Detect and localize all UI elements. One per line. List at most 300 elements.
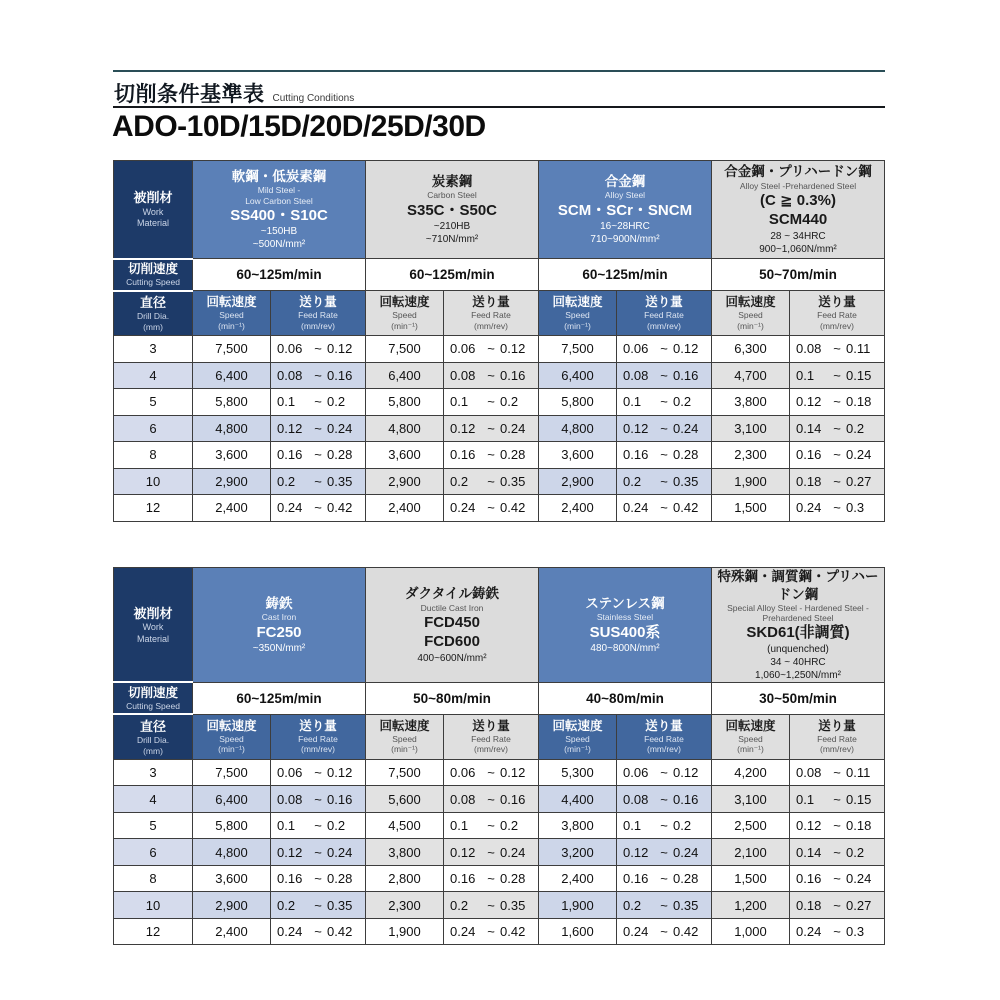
feed-max: 0.11 <box>846 765 871 781</box>
speed-value-cell: 2,400 <box>366 495 444 522</box>
feed-max: 0.2 <box>846 844 865 860</box>
feed-min: 0.08 <box>796 765 822 781</box>
material-title: 特殊鋼・調質鋼・プリハードン鋼 <box>717 569 879 602</box>
material-subtitle-line: Mild Steel - <box>257 185 301 196</box>
diameter-cell: 4 <box>114 362 193 389</box>
feed-min: 0.12 <box>450 420 476 436</box>
tilde-separator: ~ <box>487 341 495 357</box>
tilde-separator: ~ <box>487 818 495 834</box>
feed-max: 0.16 <box>673 791 699 807</box>
feed-range-cell <box>444 918 539 945</box>
speed-value-cell: 7,500 <box>366 336 444 363</box>
feed-max: 0.2 <box>673 818 692 834</box>
feed-max: 0.24 <box>673 844 699 860</box>
feed-header-unit: (mm/rev) <box>474 320 508 331</box>
product-title: ADO-10D/15D/20D/25D/30D <box>112 110 486 143</box>
feed-range <box>277 447 359 462</box>
speed-header-jp: 回転速度 <box>379 719 430 734</box>
feed-range-cell <box>271 786 366 813</box>
feed-min: 0.1 <box>450 394 469 410</box>
feed-min: 0.12 <box>623 844 649 860</box>
speed-value-cell: 6,400 <box>366 362 444 389</box>
cutting-speed-label-en: Cutting Speed <box>126 277 180 288</box>
speed-header-unit: (min⁻¹) <box>391 320 418 331</box>
speed-header-jp: 回転速度 <box>206 719 257 734</box>
speed-value-cell: 5,800 <box>366 389 444 416</box>
feed-min: 0.24 <box>796 924 822 940</box>
cutting-speed-value-cell: 60~125m/min <box>366 259 539 291</box>
feed-range-cell <box>617 865 712 892</box>
work-material-label-en: Work <box>142 206 164 217</box>
tilde-separator: ~ <box>660 473 668 489</box>
table-row <box>114 336 885 363</box>
speed-value-cell: 6,400 <box>193 786 271 813</box>
feed-min: 0.16 <box>450 447 476 463</box>
feed-min: 0.16 <box>277 871 303 887</box>
feed-header-unit: (mm/rev) <box>820 744 854 755</box>
cutting-speed-label-cell <box>114 259 193 291</box>
material-spec: 900~1,060N/mm² <box>759 243 837 255</box>
feed-range-cell <box>790 389 885 416</box>
feed-min: 0.1 <box>796 791 815 807</box>
tilde-separator: ~ <box>660 897 668 913</box>
material-subtitle-line: Ductile Cast Iron <box>420 602 484 613</box>
work-material-label-en: Work <box>142 622 164 633</box>
diameter-cell: 10 <box>114 892 193 919</box>
feed-range-cell <box>444 336 539 363</box>
tilde-separator: ~ <box>660 871 668 887</box>
table-row <box>114 892 885 919</box>
feed-header-unit: (mm/rev) <box>647 320 681 331</box>
feed-range-cell <box>790 362 885 389</box>
feed-range-cell <box>790 415 885 442</box>
feed-range <box>796 818 878 833</box>
feed-range-cell <box>790 442 885 469</box>
material-subtitle <box>366 190 538 200</box>
feed-range-cell <box>790 495 885 522</box>
feed-header-en: Feed Rate <box>471 734 511 745</box>
speed-value-cell: 1,900 <box>366 918 444 945</box>
table-row <box>114 442 885 469</box>
feed-range-cell <box>790 468 885 495</box>
feed-range <box>796 792 878 807</box>
material-spec: ~710N/mm² <box>425 234 479 246</box>
tilde-separator: ~ <box>314 818 322 834</box>
diameter-unit: (mm) <box>143 745 163 756</box>
feed-range-cell <box>617 759 712 786</box>
feed-min: 0.08 <box>796 341 822 357</box>
feed-range <box>796 765 878 780</box>
feed-range-cell <box>444 786 539 813</box>
tilde-separator: ~ <box>833 924 841 940</box>
speed-column-header <box>366 291 444 336</box>
feed-max: 0.16 <box>500 367 526 383</box>
tilde-separator: ~ <box>833 367 841 383</box>
tilde-separator: ~ <box>487 447 495 463</box>
cutting-speed-row <box>114 259 885 291</box>
feed-header-jp: 送り量 <box>472 719 510 734</box>
feed-max: 0.16 <box>327 367 353 383</box>
tilde-separator: ~ <box>314 420 322 436</box>
speed-header-jp: 回転速度 <box>725 295 776 310</box>
feed-range-cell <box>617 839 712 866</box>
tilde-separator: ~ <box>833 341 841 357</box>
feed-range-cell <box>271 892 366 919</box>
feed-max: 0.2 <box>500 394 519 410</box>
material-spec: 480~800N/mm² <box>590 643 660 655</box>
speed-value-cell: 4,400 <box>539 786 617 813</box>
table-row <box>114 918 885 945</box>
cutting-speed-value-cell: 60~125m/min <box>193 682 366 714</box>
diameter-cell: 6 <box>114 839 193 866</box>
speed-value-cell: 3,800 <box>366 839 444 866</box>
speed-value-cell: 2,900 <box>193 892 271 919</box>
speed-header-en: Speed <box>565 310 590 321</box>
table-row <box>114 812 885 839</box>
feed-range <box>277 924 359 939</box>
speed-header-jp: 回転速度 <box>725 719 776 734</box>
feed-min: 0.24 <box>277 500 303 516</box>
tilde-separator: ~ <box>660 341 668 357</box>
speed-value-cell: 5,600 <box>366 786 444 813</box>
feed-range <box>796 447 878 462</box>
feed-max: 0.3 <box>846 924 865 940</box>
feed-max: 0.28 <box>673 447 699 463</box>
feed-max: 0.18 <box>846 818 872 834</box>
feed-range <box>623 474 705 489</box>
tilde-separator: ~ <box>314 924 322 940</box>
feed-header-jp: 送り量 <box>818 295 856 310</box>
feed-range <box>796 500 878 515</box>
material-header-cell <box>193 161 366 259</box>
feed-min: 0.1 <box>623 818 642 834</box>
feed-min: 0.24 <box>277 924 303 940</box>
feed-column-header <box>271 291 366 336</box>
feed-range-cell <box>617 442 712 469</box>
feed-header-jp: 送り量 <box>299 719 337 734</box>
tilde-separator: ~ <box>487 897 495 913</box>
feed-column-header <box>617 714 712 759</box>
speed-value-cell: 3,100 <box>712 786 790 813</box>
feed-header-jp: 送り量 <box>645 719 683 734</box>
material-spec: ~210HB <box>433 221 471 233</box>
feed-max: 0.28 <box>327 447 353 463</box>
feed-range-cell <box>271 415 366 442</box>
feed-min: 0.12 <box>450 844 476 860</box>
feed-min: 0.16 <box>796 447 822 463</box>
material-spec: 28 ~ 34HRC <box>770 230 826 242</box>
speed-value-cell: 5,300 <box>539 759 617 786</box>
feed-max: 0.28 <box>500 447 526 463</box>
feed-min: 0.14 <box>796 844 822 860</box>
feed-header-unit: (mm/rev) <box>647 744 681 755</box>
feed-max: 0.2 <box>673 394 692 410</box>
cutting-speed-label-jp: 切削速度 <box>127 686 178 701</box>
feed-range <box>623 924 705 939</box>
feed-min: 0.06 <box>277 765 303 781</box>
feed-range-cell <box>444 468 539 495</box>
feed-max: 0.42 <box>327 500 353 516</box>
feed-max: 0.3 <box>846 500 865 516</box>
feed-min: 0.12 <box>796 818 822 834</box>
feed-min: 0.18 <box>796 897 822 913</box>
tilde-separator: ~ <box>314 394 322 410</box>
feed-max: 0.24 <box>673 420 699 436</box>
material-subtitle <box>539 190 711 200</box>
feed-range-cell <box>617 495 712 522</box>
feed-max: 0.35 <box>327 473 353 489</box>
speed-value-cell: 1,900 <box>712 468 790 495</box>
feed-range-cell <box>271 839 366 866</box>
material-subtitle-line: Cast Iron <box>261 612 297 623</box>
feed-min: 0.08 <box>277 791 303 807</box>
feed-range-cell <box>790 812 885 839</box>
material-title: 鋳鉄 <box>265 595 293 611</box>
speed-header-jp: 回転速度 <box>379 295 430 310</box>
feed-min: 0.2 <box>450 897 469 913</box>
feed-range <box>277 898 359 913</box>
feed-min: 0.08 <box>450 791 476 807</box>
feed-max: 0.24 <box>500 420 526 436</box>
feed-header-jp: 送り量 <box>299 295 337 310</box>
feed-min: 0.24 <box>623 924 649 940</box>
material-header-cell <box>366 568 539 683</box>
feed-range <box>450 818 532 833</box>
feed-max: 0.35 <box>500 897 526 913</box>
feed-range <box>277 792 359 807</box>
tilde-separator: ~ <box>833 765 841 781</box>
feed-max: 0.42 <box>500 924 526 940</box>
feed-min: 0.2 <box>450 473 469 489</box>
material-grade: SKD61(非調質) <box>746 624 850 642</box>
feed-range-cell <box>790 759 885 786</box>
diameter-cell: 10 <box>114 468 193 495</box>
material-subtitle-line: Prehardened Steel <box>762 613 834 624</box>
diameter-label-en: Drill Dia. <box>136 311 170 322</box>
speed-value-cell: 3,600 <box>193 442 271 469</box>
feed-max: 0.15 <box>846 791 872 807</box>
feed-range <box>796 341 878 356</box>
top-accent-line <box>113 70 885 72</box>
speed-header-en: Speed <box>738 310 763 321</box>
feed-max: 0.16 <box>327 791 353 807</box>
tilde-separator: ~ <box>833 897 841 913</box>
material-grade: FC250 <box>256 623 302 641</box>
feed-min: 0.16 <box>623 447 649 463</box>
speed-value-cell: 5,800 <box>539 389 617 416</box>
work-material-label-en: Material <box>136 633 169 644</box>
feed-min: 0.12 <box>277 844 303 860</box>
feed-max: 0.35 <box>673 473 699 489</box>
speed-column-header <box>539 714 617 759</box>
feed-header-unit: (mm/rev) <box>474 744 508 755</box>
feed-range-cell <box>271 389 366 416</box>
feed-min: 0.2 <box>277 897 296 913</box>
feed-range <box>450 500 532 515</box>
feed-header-jp: 送り量 <box>645 295 683 310</box>
diameter-header-cell <box>114 714 193 759</box>
tilde-separator: ~ <box>660 394 668 410</box>
feed-range <box>450 394 532 409</box>
feed-range <box>623 845 705 860</box>
feed-range <box>450 765 532 780</box>
feed-range <box>277 500 359 515</box>
material-subtitle <box>193 185 365 205</box>
feed-min: 0.1 <box>277 394 296 410</box>
speed-value-cell: 5,800 <box>193 812 271 839</box>
tilde-separator: ~ <box>660 844 668 860</box>
feed-range-cell <box>444 389 539 416</box>
table-row <box>114 786 885 813</box>
material-spec: 710~900N/mm² <box>590 234 660 246</box>
feed-max: 0.2 <box>327 818 346 834</box>
speed-value-cell: 6,400 <box>539 362 617 389</box>
document-header <box>114 78 354 108</box>
feed-range-cell <box>617 336 712 363</box>
doc-title-jp: 切削条件基準表 <box>114 83 265 106</box>
feed-header-unit: (mm/rev) <box>301 744 335 755</box>
feed-header-jp: 送り量 <box>472 295 510 310</box>
feed-max: 0.24 <box>327 844 353 860</box>
feed-min: 0.18 <box>796 473 822 489</box>
feed-column-header <box>790 291 885 336</box>
material-header-cell <box>712 161 885 259</box>
tilde-separator: ~ <box>660 765 668 781</box>
tilde-separator: ~ <box>833 500 841 516</box>
feed-max: 0.18 <box>846 394 872 410</box>
feed-min: 0.12 <box>277 420 303 436</box>
material-title: 炭素鋼 <box>431 173 473 189</box>
feed-max: 0.42 <box>673 500 699 516</box>
material-subtitle-line: Alloy Steel -Prehardened Steel <box>739 180 857 191</box>
feed-column-header <box>790 714 885 759</box>
feed-range-cell <box>790 892 885 919</box>
feed-min: 0.14 <box>796 420 822 436</box>
diameter-unit: (mm) <box>143 322 163 333</box>
feed-column-header <box>617 291 712 336</box>
material-header-row <box>114 568 885 683</box>
feed-range <box>450 845 532 860</box>
speed-value-cell: 2,900 <box>366 468 444 495</box>
cutting-speed-label-jp: 切削速度 <box>127 262 178 277</box>
speed-value-cell: 1,000 <box>712 918 790 945</box>
feed-min: 0.06 <box>450 341 476 357</box>
feed-range <box>623 765 705 780</box>
speed-value-cell: 7,500 <box>366 759 444 786</box>
table-row <box>114 415 885 442</box>
feed-range <box>450 898 532 913</box>
feed-range <box>277 818 359 833</box>
feed-range-cell <box>617 468 712 495</box>
feed-min: 0.1 <box>277 818 296 834</box>
speed-value-cell: 6,300 <box>712 336 790 363</box>
speed-value-cell: 7,500 <box>539 336 617 363</box>
feed-min: 0.24 <box>796 500 822 516</box>
feed-header-en: Feed Rate <box>298 734 338 745</box>
feed-range-cell <box>271 495 366 522</box>
tilde-separator: ~ <box>487 420 495 436</box>
tilde-separator: ~ <box>833 394 841 410</box>
feed-range-cell <box>444 812 539 839</box>
speed-header-unit: (min⁻¹) <box>564 320 591 331</box>
tilde-separator: ~ <box>487 473 495 489</box>
material-header-cell <box>712 568 885 683</box>
material-subtitle <box>712 181 884 191</box>
feed-max: 0.35 <box>500 473 526 489</box>
speed-header-jp: 回転速度 <box>552 295 603 310</box>
feed-max: 0.27 <box>846 897 872 913</box>
feed-min: 0.16 <box>623 871 649 887</box>
speed-value-cell: 3,600 <box>539 442 617 469</box>
speed-header-en: Speed <box>392 310 417 321</box>
diameter-cell: 6 <box>114 415 193 442</box>
tilde-separator: ~ <box>487 500 495 516</box>
diameter-cell: 5 <box>114 812 193 839</box>
feed-range-cell <box>444 495 539 522</box>
speed-value-cell: 3,800 <box>712 389 790 416</box>
feed-range-cell <box>444 759 539 786</box>
speed-value-cell: 4,800 <box>366 415 444 442</box>
material-spec: 400~600N/mm² <box>417 652 487 664</box>
material-subtitle <box>193 612 365 622</box>
feed-max: 0.2 <box>327 394 346 410</box>
tilde-separator: ~ <box>314 765 322 781</box>
speed-column-header <box>193 714 271 759</box>
feed-range <box>450 792 532 807</box>
cutting-speed-label-cell <box>114 682 193 714</box>
speed-header-en: Speed <box>565 734 590 745</box>
feed-max: 0.16 <box>673 367 699 383</box>
feed-range <box>623 447 705 462</box>
feed-max: 0.24 <box>327 420 353 436</box>
feed-max: 0.24 <box>500 844 526 860</box>
title-divider-line <box>113 106 885 108</box>
feed-range <box>623 341 705 356</box>
feed-min: 0.06 <box>450 765 476 781</box>
speed-value-cell: 4,800 <box>193 415 271 442</box>
feed-range <box>623 368 705 383</box>
diameter-cell: 4 <box>114 786 193 813</box>
work-material-header-cell <box>114 161 193 259</box>
feed-min: 0.24 <box>450 924 476 940</box>
feed-max: 0.28 <box>500 871 526 887</box>
feed-max: 0.27 <box>846 473 872 489</box>
material-grade: (C ≧ 0.3%) <box>760 191 836 209</box>
material-subtitle <box>366 603 538 613</box>
speed-value-cell: 7,500 <box>193 336 271 363</box>
feed-range <box>450 871 532 886</box>
feed-range <box>796 924 878 939</box>
tilde-separator: ~ <box>314 341 322 357</box>
tilde-separator: ~ <box>660 924 668 940</box>
feed-range <box>277 474 359 489</box>
speed-header-jp: 回転速度 <box>552 719 603 734</box>
feed-range-cell <box>617 892 712 919</box>
material-subtitle <box>712 603 884 623</box>
feed-min: 0.08 <box>277 367 303 383</box>
feed-max: 0.24 <box>846 871 872 887</box>
tilde-separator: ~ <box>314 791 322 807</box>
diameter-cell: 3 <box>114 336 193 363</box>
feed-range-cell <box>617 362 712 389</box>
tilde-separator: ~ <box>487 791 495 807</box>
material-header-cell <box>366 161 539 259</box>
speed-header-jp: 回転速度 <box>206 295 257 310</box>
feed-range-cell <box>790 786 885 813</box>
tilde-separator: ~ <box>487 924 495 940</box>
diameter-cell: 8 <box>114 442 193 469</box>
speed-header-unit: (min⁻¹) <box>218 744 245 755</box>
